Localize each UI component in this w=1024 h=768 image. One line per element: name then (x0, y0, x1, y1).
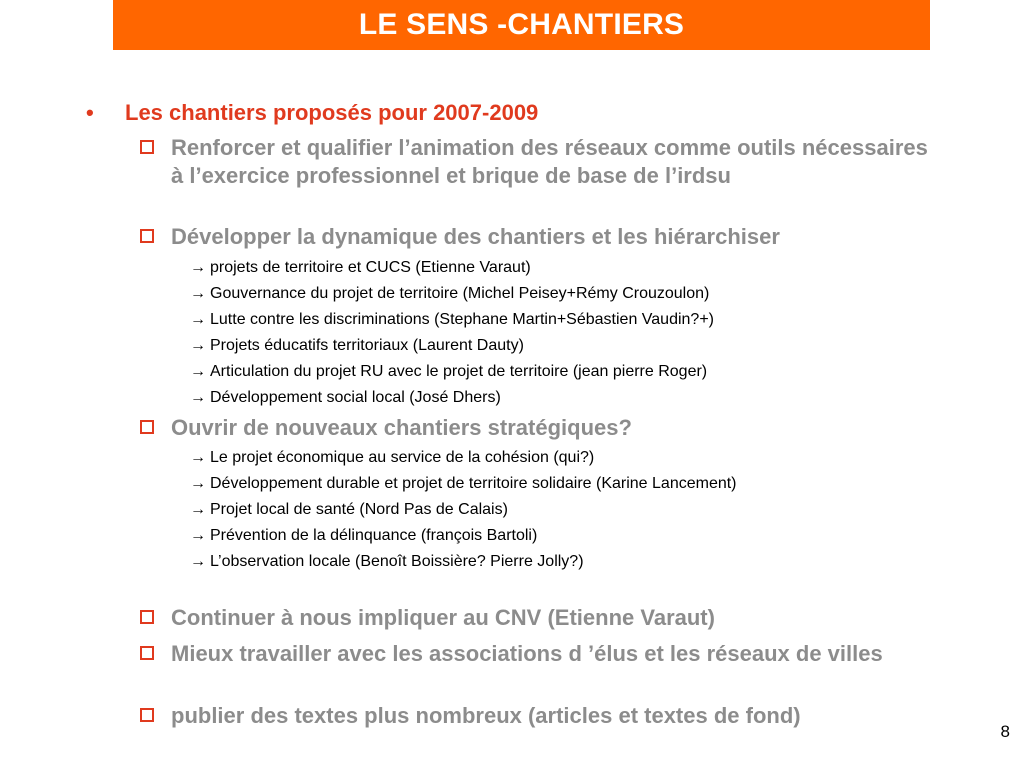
sub-list-item-text: Développement durable et projet de territoire solidaire (Karine Lancement) (210, 475, 737, 492)
sub-list-item-text: Projet local de santé (Nord Pas de Calais) (210, 501, 508, 518)
sub-list-item (190, 552, 950, 572)
right-arrow-icon: → (190, 449, 206, 466)
right-arrow-icon: → (190, 389, 206, 406)
list-item-text: Continuer à nous impliquer au CNV (Etienne Varaut) (171, 605, 715, 630)
list-item (140, 134, 940, 190)
sub-list-item-text: Développement social local (José Dhers) (210, 389, 501, 406)
right-arrow-icon: → (190, 363, 206, 380)
right-arrow-icon: → (190, 337, 206, 354)
sub-list-item-text: Lutte contre les discriminations (Stephane Martin+Sébastien Vaudin?+) (210, 311, 714, 328)
sub-list-item-text: L’observation locale (Benoît Boissière? Pierre Jolly?) (210, 553, 584, 570)
list-item (140, 702, 940, 730)
sub-list-item (190, 310, 950, 330)
sub-list-item (190, 500, 950, 520)
sub-list-item (190, 388, 950, 408)
sub-list-item (190, 336, 950, 356)
sub-list-item-text: Le projet économique au service de la cohésion (qui?) (210, 449, 595, 466)
right-arrow-icon: → (190, 553, 206, 570)
sub-list-item (190, 284, 950, 304)
right-arrow-icon: → (190, 311, 206, 328)
hollow-square-icon (140, 140, 154, 154)
sub-list-item-text: Gouvernance du projet de territoire (Michel Peisey+Rémy Crouzoulon) (210, 285, 710, 302)
right-arrow-icon: → (190, 527, 206, 544)
list-item (140, 604, 940, 632)
list-item-text: Ouvrir de nouveaux chantiers stratégiques? (171, 415, 632, 440)
list-item-text: Renforcer et qualifier l’animation des réseaux comme outils nécessaires à l’exercice professionnel et brique de base de l’irdsu (171, 135, 928, 188)
sub-list-item-text: Prévention de la délinquance (françois Bartoli) (210, 527, 538, 544)
list-item (140, 414, 940, 442)
list-item-text: publier des textes plus nombreux (articles et textes de fond) (171, 703, 801, 728)
list-item (140, 640, 940, 668)
sub-list-item-text: Projets éducatifs territoriaux (Laurent Dauty) (210, 337, 524, 354)
hollow-square-icon (140, 229, 154, 243)
sub-list-item (190, 474, 950, 494)
right-arrow-icon: → (190, 475, 206, 492)
heading-text: Les chantiers proposés pour 2007-2009 (125, 100, 539, 125)
sub-list-item (190, 448, 950, 468)
hollow-square-icon (140, 646, 154, 660)
right-arrow-icon: → (190, 285, 206, 302)
hollow-square-icon (140, 420, 154, 434)
sub-list-item (190, 258, 950, 278)
bullet-dot-icon: • (86, 100, 94, 125)
page-number: 8 (1000, 722, 1010, 741)
right-arrow-icon: → (190, 501, 206, 518)
list-item-text: Mieux travailler avec les associations d ’élus et les réseaux de villes (171, 641, 883, 666)
slide-title: LE SENS -CHANTIERS (358, 8, 685, 41)
hollow-square-icon (140, 610, 154, 624)
sub-list-item (190, 362, 950, 382)
list-item-text: Développer la dynamique des chantiers et les hiérarchiser (171, 224, 780, 249)
sub-list-item-text: Articulation du projet RU avec le projet de territoire (jean pierre Roger) (210, 363, 708, 380)
sub-list-item (190, 526, 950, 546)
right-arrow-icon: → (190, 259, 206, 276)
sub-list-item-text: projets de territoire et CUCS (Etienne Varaut) (210, 259, 531, 276)
hollow-square-icon (140, 708, 154, 722)
list-item (140, 223, 940, 251)
